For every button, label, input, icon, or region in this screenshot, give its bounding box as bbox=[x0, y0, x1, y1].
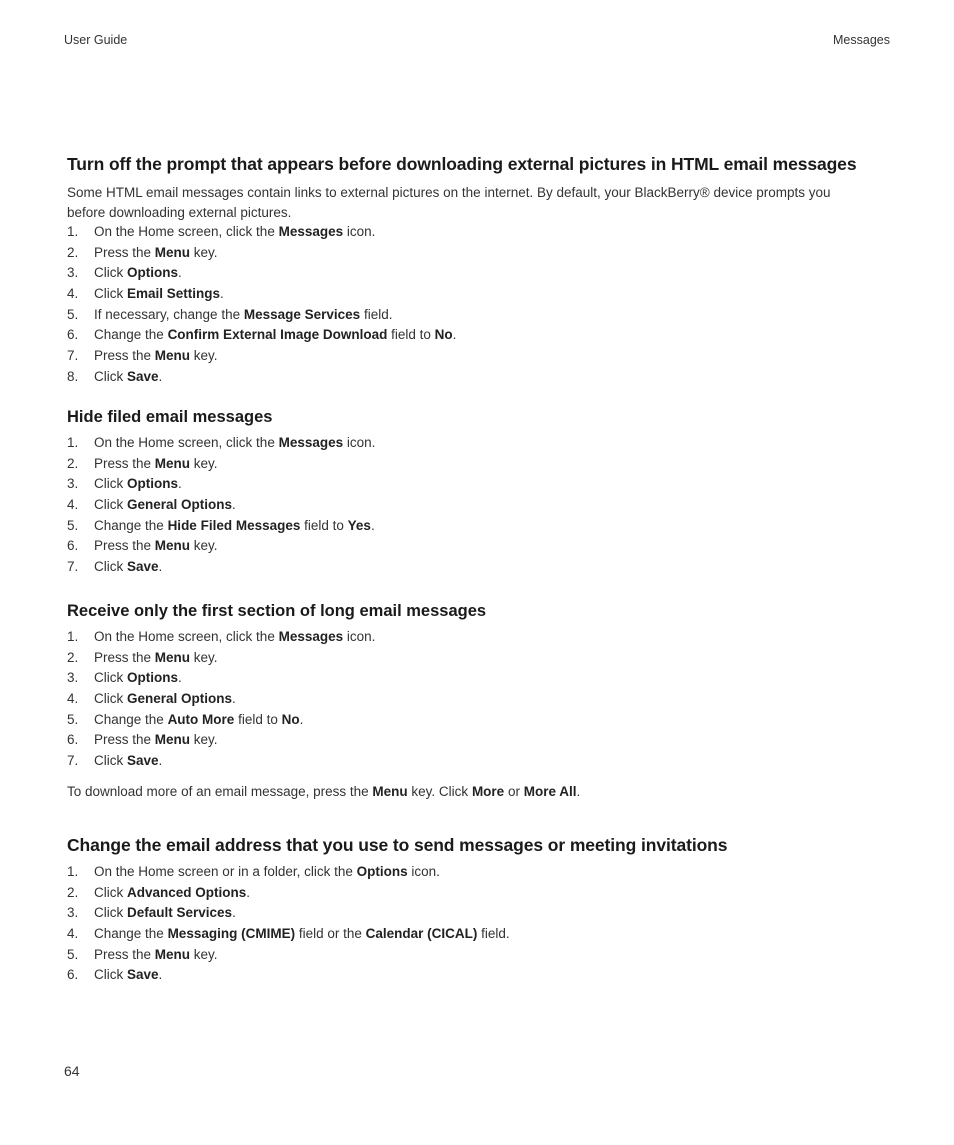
step-text: On the Home screen or in a folder, click the Options icon. bbox=[94, 864, 440, 879]
section-note: To download more of an email message, press the Menu key. Click More or More All. bbox=[67, 783, 581, 799]
step-item bbox=[67, 730, 867, 751]
steps-list bbox=[67, 433, 867, 578]
steps-list bbox=[67, 627, 867, 772]
ui-term: Default Services bbox=[127, 905, 233, 921]
step-item bbox=[67, 305, 867, 326]
step-text: Press the Menu key. bbox=[94, 946, 218, 962]
page-number: 64 bbox=[64, 1063, 80, 1079]
step-item bbox=[67, 557, 867, 578]
step-text: Click General Options. bbox=[94, 497, 236, 513]
step-text: Press the Menu key. bbox=[94, 649, 218, 665]
step-text: If necessary, change the Message Services field. bbox=[94, 306, 393, 322]
ui-term: Menu bbox=[154, 946, 191, 962]
step-item bbox=[67, 516, 867, 537]
step-number: 1. bbox=[67, 629, 79, 644]
step-item bbox=[67, 243, 867, 264]
ui-term: Options bbox=[356, 864, 408, 879]
step-item bbox=[67, 536, 867, 557]
step-text: Press the Menu key. bbox=[94, 455, 218, 471]
step-number: 6. bbox=[67, 967, 79, 983]
step-item bbox=[67, 454, 867, 475]
ui-term: More bbox=[471, 783, 505, 799]
ui-term: Confirm External Image Download bbox=[167, 327, 388, 343]
step-number: 3. bbox=[67, 905, 79, 921]
section-turn-off-prompt bbox=[67, 154, 867, 388]
step-item bbox=[67, 495, 867, 516]
step-item bbox=[67, 689, 867, 710]
step-number: 2. bbox=[67, 244, 79, 260]
ui-term: Options bbox=[127, 265, 178, 281]
section-title-text: Hide filed email messages bbox=[67, 408, 273, 426]
ui-term: No bbox=[434, 327, 453, 343]
step-text: Press the Menu key. bbox=[94, 348, 218, 364]
step-number: 5. bbox=[67, 946, 79, 962]
step-text: Change the Auto More field to No. bbox=[94, 711, 304, 727]
step-item bbox=[67, 284, 867, 305]
step-item bbox=[67, 903, 867, 924]
ui-term: Menu bbox=[154, 732, 191, 748]
step-number: 1. bbox=[67, 224, 79, 239]
ui-term: Menu bbox=[154, 348, 191, 364]
step-number: 4. bbox=[67, 926, 79, 942]
step-number: 2. bbox=[67, 649, 79, 665]
steps-list bbox=[67, 222, 867, 388]
step-item bbox=[67, 433, 867, 454]
step-text: Press the Menu key. bbox=[94, 732, 218, 748]
step-number: 7. bbox=[67, 348, 79, 364]
ui-term: Calendar (CICAL) bbox=[365, 926, 478, 942]
ui-term: Yes bbox=[347, 517, 371, 533]
step-item bbox=[67, 627, 867, 648]
ui-term: More All bbox=[523, 783, 577, 799]
step-text: Click Save. bbox=[94, 559, 163, 575]
step-number: 3. bbox=[67, 265, 79, 281]
step-item bbox=[67, 325, 867, 346]
step-text: Press the Menu key. bbox=[94, 538, 218, 554]
ui-term: Save bbox=[127, 967, 159, 983]
step-number: 8. bbox=[67, 368, 79, 384]
step-number: 2. bbox=[67, 455, 79, 471]
step-item bbox=[67, 346, 867, 367]
step-number: 6. bbox=[67, 327, 79, 343]
ui-term: Auto More bbox=[167, 711, 235, 727]
step-text: Click Advanced Options. bbox=[94, 884, 251, 900]
step-number: 7. bbox=[67, 559, 79, 575]
step-number: 3. bbox=[67, 670, 79, 686]
step-item bbox=[67, 945, 867, 966]
step-number: 3. bbox=[67, 476, 79, 492]
step-item bbox=[67, 648, 867, 669]
ui-term: Options bbox=[127, 670, 178, 686]
step-text: Click Options. bbox=[94, 476, 182, 492]
step-number: 4. bbox=[67, 691, 79, 707]
ui-term: Menu bbox=[154, 455, 191, 471]
step-item bbox=[67, 263, 867, 284]
section-receive-first-section bbox=[67, 602, 867, 801]
step-text: Change the Messaging (CMIME) field or the Calendar (CICAL) field. bbox=[94, 926, 510, 942]
ui-term: Save bbox=[127, 753, 159, 769]
step-number: 5. bbox=[67, 711, 79, 727]
ui-term: Options bbox=[127, 476, 178, 492]
step-number: 5. bbox=[67, 517, 79, 533]
step-text: Press the Menu key. bbox=[94, 244, 218, 260]
step-item bbox=[67, 924, 867, 945]
running-header-left: User Guide bbox=[64, 33, 128, 47]
step-item bbox=[67, 367, 867, 388]
step-item bbox=[67, 222, 867, 243]
step-text: On the Home screen, click the Messages icon. bbox=[94, 435, 376, 450]
step-number: 5. bbox=[67, 306, 79, 322]
step-text: Change the Confirm External Image Download field to No. bbox=[94, 327, 457, 343]
step-item bbox=[67, 883, 867, 904]
step-number: 6. bbox=[67, 538, 79, 554]
ui-term: General Options bbox=[127, 497, 233, 513]
ui-term: Messages bbox=[278, 435, 344, 450]
ui-term: Menu bbox=[372, 783, 408, 799]
section-title bbox=[67, 408, 867, 427]
section-intro: Some HTML email messages contain links to external pictures on the internet. By default, your BlackBerry® device prompts you before downloading external pictures. bbox=[67, 185, 831, 220]
ui-term: No bbox=[281, 711, 300, 727]
step-number: 6. bbox=[67, 732, 79, 748]
step-text: Change the Hide Filed Messages field to Yes. bbox=[94, 517, 375, 533]
step-number: 2. bbox=[67, 884, 79, 900]
step-text: Click Save. bbox=[94, 753, 163, 769]
ui-term: Hide Filed Messages bbox=[167, 517, 301, 533]
ui-term: General Options bbox=[127, 691, 233, 707]
section-title bbox=[67, 602, 867, 621]
step-item bbox=[67, 965, 867, 986]
ui-term: Message Services bbox=[243, 306, 361, 322]
step-text: Click Email Settings. bbox=[94, 286, 224, 302]
running-header-right: Messages bbox=[833, 33, 890, 47]
ui-term: Menu bbox=[154, 649, 191, 665]
section-title: Change the email address that you use to send messages or meeting invitations bbox=[67, 835, 728, 855]
ui-term: Save bbox=[127, 368, 159, 384]
step-text: Click Default Services. bbox=[94, 905, 236, 921]
ui-term: Save bbox=[127, 559, 159, 575]
section-title-text: Receive only the first section of long email messages bbox=[67, 602, 487, 620]
ui-term: Email Settings bbox=[127, 286, 221, 302]
ui-term: Advanced Options bbox=[127, 884, 247, 900]
section-title: Turn off the prompt that appears before downloading external pictures in HTML email messages bbox=[67, 154, 857, 174]
section-hide-filed-messages bbox=[67, 408, 867, 578]
step-item bbox=[67, 751, 867, 772]
step-text: Click Save. bbox=[94, 368, 163, 384]
step-text: Click Save. bbox=[94, 967, 163, 983]
step-number: 4. bbox=[67, 286, 79, 302]
step-number: 1. bbox=[67, 864, 79, 879]
ui-term: Menu bbox=[154, 538, 191, 554]
step-text: On the Home screen, click the Messages icon. bbox=[94, 629, 376, 644]
step-number: 1. bbox=[67, 435, 79, 450]
ui-term: Messaging (CMIME) bbox=[167, 926, 296, 942]
step-item bbox=[67, 668, 867, 689]
step-item bbox=[67, 862, 867, 883]
step-number: 7. bbox=[67, 753, 79, 769]
steps-list bbox=[67, 862, 867, 986]
step-item bbox=[67, 474, 867, 495]
step-number: 4. bbox=[67, 497, 79, 513]
ui-term: Messages bbox=[278, 224, 344, 239]
step-text: Click Options. bbox=[94, 670, 182, 686]
section-change-email-address bbox=[67, 835, 867, 986]
step-text: On the Home screen, click the Messages icon. bbox=[94, 224, 376, 239]
ui-term: Menu bbox=[154, 244, 191, 260]
step-text: Click Options. bbox=[94, 265, 182, 281]
ui-term: Messages bbox=[278, 629, 344, 644]
step-item bbox=[67, 710, 867, 731]
step-text: Click General Options. bbox=[94, 691, 236, 707]
